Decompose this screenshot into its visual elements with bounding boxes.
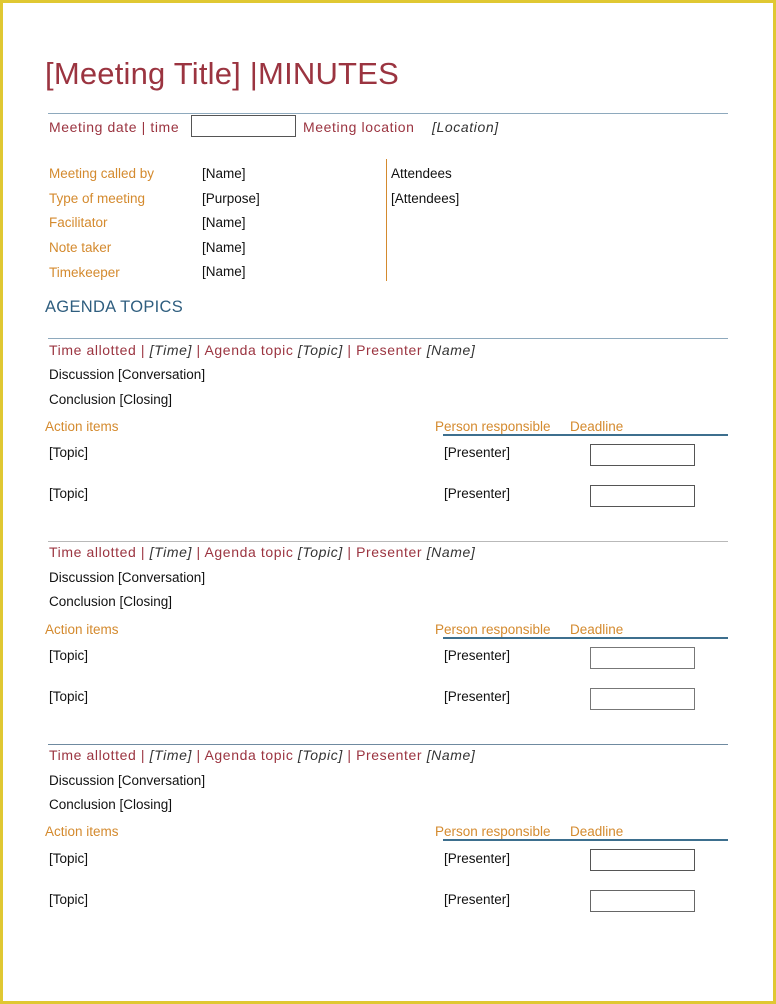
action-item-topic[interactable]: [Topic] bbox=[49, 851, 89, 866]
action-item-topic[interactable]: [Topic] bbox=[49, 689, 89, 704]
time-allotted-label: Time allotted | bbox=[49, 342, 146, 358]
agenda-topic-value[interactable]: [Topic] bbox=[297, 544, 343, 560]
details-value[interactable]: [Name] bbox=[202, 215, 246, 230]
deadline-input[interactable] bbox=[590, 485, 695, 507]
presenter-label: | Presenter bbox=[347, 342, 423, 358]
details-value[interactable]: [Name] bbox=[202, 264, 246, 279]
presenter-label: | Presenter bbox=[347, 747, 423, 763]
conclusion-text[interactable]: Conclusion [Closing] bbox=[49, 797, 173, 812]
deadline-input[interactable] bbox=[590, 849, 695, 871]
time-allotted-value[interactable]: [Time] bbox=[149, 544, 193, 560]
person-responsible-label: Person responsible bbox=[435, 622, 551, 637]
header-rule bbox=[48, 113, 728, 114]
topic-line bbox=[49, 342, 475, 358]
details-value[interactable]: [Purpose] bbox=[202, 191, 260, 206]
topic-line bbox=[49, 747, 475, 763]
action-item-topic[interactable]: [Topic] bbox=[49, 486, 89, 501]
deadline-label: Deadline bbox=[570, 824, 624, 839]
section-rule bbox=[48, 541, 728, 542]
discussion-text[interactable]: Discussion [Conversation] bbox=[49, 773, 206, 788]
action-items-label: Action items bbox=[45, 419, 119, 434]
section-rule bbox=[48, 338, 728, 339]
action-item-presenter[interactable]: [Presenter] bbox=[444, 648, 511, 663]
discussion-text[interactable]: Discussion [Conversation] bbox=[49, 570, 206, 585]
details-label: Timekeeper bbox=[49, 265, 120, 280]
topic-line bbox=[49, 544, 475, 560]
meeting-date-input[interactable] bbox=[191, 115, 296, 137]
details-label: Facilitator bbox=[49, 215, 108, 230]
meeting-location-label: Meeting location bbox=[303, 119, 415, 135]
action-rule bbox=[443, 839, 728, 841]
deadline-input[interactable] bbox=[590, 890, 695, 912]
deadline-label: Deadline bbox=[570, 622, 624, 637]
agenda-topic-label: | Agenda topic bbox=[196, 747, 294, 763]
deadline-input[interactable] bbox=[590, 647, 695, 669]
action-rule bbox=[443, 434, 728, 436]
action-items-label: Action items bbox=[45, 622, 119, 637]
meeting-location-value[interactable]: [Location] bbox=[432, 119, 499, 135]
time-allotted-label: Time allotted | bbox=[49, 747, 146, 763]
action-item-topic[interactable]: [Topic] bbox=[49, 445, 89, 460]
conclusion-text[interactable]: Conclusion [Closing] bbox=[49, 392, 173, 407]
agenda-topic-value[interactable]: [Topic] bbox=[297, 747, 343, 763]
presenter-label: | Presenter bbox=[347, 544, 423, 560]
time-allotted-label: Time allotted | bbox=[49, 544, 146, 560]
details-label: Meeting called by bbox=[49, 166, 155, 181]
deadline-input[interactable] bbox=[590, 444, 695, 466]
action-item-presenter[interactable]: [Presenter] bbox=[444, 892, 511, 907]
attendees-value[interactable]: [Attendees] bbox=[391, 191, 460, 206]
conclusion-text[interactable]: Conclusion [Closing] bbox=[49, 594, 173, 609]
agenda-topic-label: | Agenda topic bbox=[196, 544, 294, 560]
page-title: [Meeting Title] |MINUTES bbox=[45, 56, 399, 91]
deadline-label: Deadline bbox=[570, 419, 624, 434]
discussion-text[interactable]: Discussion [Conversation] bbox=[49, 367, 206, 382]
details-value[interactable]: [Name] bbox=[202, 240, 246, 255]
details-divider bbox=[386, 159, 387, 281]
time-allotted-value[interactable]: [Time] bbox=[149, 747, 193, 763]
attendees-label: Attendees bbox=[391, 166, 452, 181]
person-responsible-label: Person responsible bbox=[435, 824, 551, 839]
agenda-topic-value[interactable]: [Topic] bbox=[297, 342, 343, 358]
details-label: Note taker bbox=[49, 240, 112, 255]
agenda-topic-label: | Agenda topic bbox=[196, 342, 294, 358]
action-item-presenter[interactable]: [Presenter] bbox=[444, 689, 511, 704]
meeting-date-label: Meeting date | time bbox=[49, 119, 180, 135]
deadline-input[interactable] bbox=[590, 688, 695, 710]
action-item-presenter[interactable]: [Presenter] bbox=[444, 486, 511, 501]
time-allotted-value[interactable]: [Time] bbox=[149, 342, 193, 358]
action-item-presenter[interactable]: [Presenter] bbox=[444, 445, 511, 460]
action-item-topic[interactable]: [Topic] bbox=[49, 648, 89, 663]
details-label: Type of meeting bbox=[49, 191, 146, 206]
presenter-value[interactable]: [Name] bbox=[426, 747, 476, 763]
presenter-value[interactable]: [Name] bbox=[426, 544, 476, 560]
details-value[interactable]: [Name] bbox=[202, 166, 246, 181]
action-item-presenter[interactable]: [Presenter] bbox=[444, 851, 511, 866]
action-rule bbox=[443, 637, 728, 639]
agenda-heading: AGENDA TOPICS bbox=[45, 298, 184, 316]
person-responsible-label: Person responsible bbox=[435, 419, 551, 434]
presenter-value[interactable]: [Name] bbox=[426, 342, 476, 358]
action-items-label: Action items bbox=[45, 824, 119, 839]
section-rule bbox=[48, 744, 728, 745]
action-item-topic[interactable]: [Topic] bbox=[49, 892, 89, 907]
